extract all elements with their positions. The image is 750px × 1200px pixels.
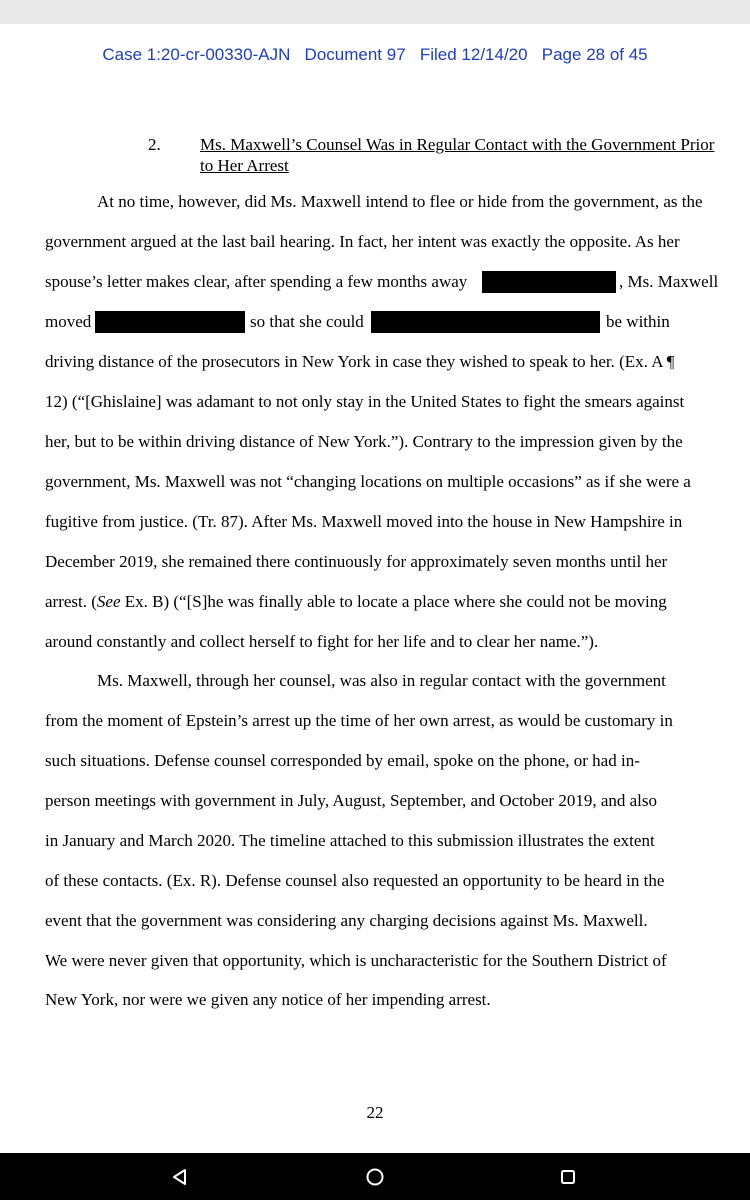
navigation-bar bbox=[0, 1153, 750, 1200]
body-line: so that she could bbox=[250, 312, 364, 331]
body-line: New York, nor were we given any notice of her impending arrest. bbox=[45, 990, 491, 1009]
body-line: person meetings with government in July, August, September, and October 2019, and also bbox=[45, 791, 657, 810]
body-line: government, Ms. Maxwell was not “changing locations on multiple occasions” as if she were a bbox=[45, 472, 691, 491]
body-line: government argued at the last bail hearing. In fact, her intent was exactly the opposite. As her bbox=[45, 232, 680, 251]
body-line: in January and March 2020. The timeline attached to this submission illustrates the extent bbox=[45, 831, 655, 850]
body-line: Ms. Maxwell, through her counsel, was also in regular contact with the government bbox=[97, 671, 666, 690]
body-line: from the moment of Epstein’s arrest up the time of her own arrest, as would be customary in bbox=[45, 711, 673, 730]
body-line: We were never given that opportunity, which is uncharacteristic for the Southern District of bbox=[45, 951, 667, 970]
document-number: Document 97 bbox=[304, 45, 406, 64]
status-bar bbox=[0, 0, 750, 24]
body-line: , Ms. Maxwell bbox=[619, 272, 719, 291]
body-line: December 2019, she remained there continuously for approximately seven months until her bbox=[45, 552, 668, 571]
body-line: such situations. Defense counsel corresponded by email, spoke on the phone, or had in- bbox=[45, 751, 640, 770]
recents-square-icon[interactable] bbox=[538, 1153, 598, 1200]
page-number: 22 bbox=[366, 1103, 384, 1122]
body-line: moved bbox=[45, 312, 92, 331]
back-triangle-icon[interactable] bbox=[150, 1153, 210, 1200]
home-circle-icon[interactable] bbox=[345, 1153, 405, 1200]
filed-date: Filed 12/14/20 bbox=[419, 45, 528, 64]
italic-citation: See bbox=[96, 592, 121, 611]
redaction-block bbox=[95, 311, 245, 333]
body-line: of these contacts. (Ex. R). Defense counsel also requested an opportunity to be heard in the bbox=[45, 871, 665, 890]
document-header bbox=[0, 45, 750, 65]
body-line: be within bbox=[606, 312, 670, 331]
body-line: fugitive from justice. (Tr. 87). After Ms. Maxwell moved into the house in New Hampshire in bbox=[45, 512, 683, 531]
body-line: event that the government was considering any charging decisions against Ms. Maxwell. bbox=[45, 911, 648, 930]
body-line: At no time, however, did Ms. Maxwell intend to flee or hide from the government, as the bbox=[97, 192, 703, 211]
body-line bbox=[45, 590, 667, 614]
body-line: her, but to be within driving distance of New York.”). Contrary to the impression given by the bbox=[45, 432, 683, 451]
page-count: Page 28 of 45 bbox=[541, 45, 648, 64]
redaction-block bbox=[482, 271, 616, 293]
body-line: 12) (“[Ghislaine] was adamant to not only stay in the United States to fight the smears against bbox=[45, 392, 685, 411]
redaction-block bbox=[371, 311, 600, 333]
body-text: arrest. ( bbox=[45, 592, 97, 611]
body-line: driving distance of the prosecutors in New York in case they wished to speak to her. (Ex. A ¶ bbox=[45, 352, 675, 371]
section-title: Ms. Maxwell’s Counsel Was in Regular Contact with the Government Prior to Her Arrest bbox=[200, 135, 715, 175]
body-line: around constantly and collect herself to fight for her life and to clear her name.”). bbox=[45, 632, 599, 651]
body-line: spouse’s letter makes clear, after spending a few months away bbox=[45, 272, 468, 291]
body-text: Ex. B) (“[S]he was finally able to locate a place where she could not be moving bbox=[120, 592, 667, 611]
section-number: 2. bbox=[148, 135, 161, 154]
case-number: Case 1:20-cr-00330-AJN bbox=[102, 45, 291, 64]
